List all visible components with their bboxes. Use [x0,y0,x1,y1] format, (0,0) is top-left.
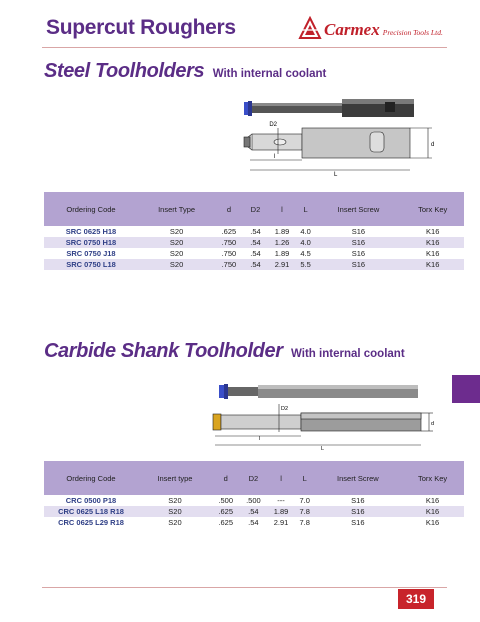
column-header: Insert Screw [315,192,401,226]
table-cell: S16 [315,506,402,517]
column-header: Torx Key [401,461,464,495]
dim-label-D2: D2 [269,122,277,128]
dim-label-L: L [334,172,338,178]
table-cell: 7.8 [295,506,315,517]
table-cell: S20 [168,518,182,527]
table-cell: K16 [401,506,464,517]
carbide-toolholder-table [44,461,464,528]
table-cell: 2.91 [268,259,296,270]
table-cell: S16 [351,518,365,527]
column-header: L [295,461,315,495]
table-cell: S16 [315,237,401,248]
table-cell: S16 [351,496,365,505]
table-row [44,506,464,517]
table-cell: S20 [138,259,215,270]
table-cell: .54 [243,237,269,248]
table-cell: 7.0 [299,496,310,505]
table-cell: 1.26 [268,237,296,248]
table-row [44,226,464,237]
logo-brand-text: Carmex [324,20,380,39]
header-divider [42,47,447,48]
section-subtitle: With internal coolant [291,348,405,360]
table-cell: K16 [426,227,440,236]
column-header: Insert type [138,461,212,495]
section-heading-carbide [44,340,405,363]
column-header: Torx Key [401,192,464,226]
column-header: D2 [243,192,269,226]
table-row [44,259,464,270]
dim-label-D2: D2 [281,406,289,412]
ordering-code-cell: SRC 0750 H18 [44,237,138,248]
table-cell: .500 [246,496,261,505]
table-cell: .500 [218,496,234,505]
table-cell: 7.8 [299,518,310,527]
table-cell: S16 [315,259,401,270]
section-subtitle: With internal coolant [212,68,327,80]
table-cell: 2.91 [273,518,289,527]
table-cell: S20 [169,227,184,236]
dim-label-L: L [321,446,325,452]
table-cell: .750 [215,259,243,270]
table-cell: .750 [221,249,237,258]
table-cell: 5.5 [296,259,316,270]
column-header: l [268,192,296,226]
carbide-tool-render [219,384,418,399]
dim-label-l: l [259,436,261,442]
steel-tool-technical [244,128,435,170]
table-header-row [44,192,464,226]
ordering-code-cell: SRC 0750 L18 [44,259,138,270]
dim-label-d: d [431,421,435,427]
table-cell: K16 [425,518,440,527]
table-cell: .54 [243,259,269,270]
steel-toolholder-drawing [230,92,445,184]
dim-label-l: l [274,154,276,160]
table-cell: 4.0 [300,227,311,236]
table-cell: 4.0 [296,237,316,248]
table-cell: K16 [401,237,464,248]
ordering-code-cell: CRC 0625 L18 R18 [44,506,138,517]
section-title: Carbide Shank Toolholder [44,340,283,362]
dim-label-d: d [431,142,435,148]
table-cell: 1.89 [267,506,295,517]
carmex-logo-icon [298,16,322,40]
column-header: d [212,461,240,495]
table-cell: K16 [401,259,464,270]
column-header: Insert Screw [315,461,402,495]
table-cell: 4.5 [300,249,311,258]
page-number: 319 [398,589,434,609]
ordering-code-cell: SRC 0625 H18 [65,227,117,236]
table-cell: S20 [138,506,212,517]
footer-divider [42,587,447,588]
carbide-tool-technical [213,404,433,445]
table-cell: .625 [218,518,234,527]
table-cell: S16 [351,227,366,236]
table-cell: .54 [240,506,268,517]
table-cell: S20 [169,249,184,258]
table-cell: .625 [221,227,237,236]
column-header: d [215,192,243,226]
column-header: L [296,192,316,226]
table-cell: --- [277,496,285,505]
carbide-toolholder-drawing [205,382,445,454]
column-header: Ordering Code [44,461,138,495]
steel-toolholder-table [44,192,464,270]
table-cell: .54 [250,227,261,236]
column-header: l [267,461,295,495]
page-title: Supercut Roughers [46,16,236,39]
section-heading-steel [44,60,326,83]
table-cell: K16 [426,249,440,258]
table-cell: .54 [248,518,259,527]
ordering-code-cell: CRC 0625 L29 R18 [58,518,124,527]
table-row [44,495,464,506]
chapter-tab [452,375,480,403]
table-header-row [44,461,464,495]
table-row [44,237,464,248]
section-title: Steel Toolholders [44,60,205,82]
steel-tool-render [244,99,414,117]
table-cell: K16 [425,496,440,505]
column-header: Insert Type [138,192,215,226]
table-cell: S20 [168,496,182,505]
table-cell: S16 [351,249,366,258]
ordering-code-cell: SRC 0750 J18 [66,249,116,258]
table-cell: .54 [250,249,261,258]
table-row [44,248,464,259]
column-header: Ordering Code [44,192,138,226]
ordering-code-cell: CRC 0500 P18 [65,496,117,505]
table-cell: 1.89 [274,227,290,236]
column-header: D2 [240,461,268,495]
table-row [44,517,464,528]
logo-subtext: Precision Tools Ltd. [382,28,443,37]
table-cell: .750 [215,237,243,248]
table-cell: .625 [212,506,240,517]
company-logo [298,14,443,40]
table-cell: S20 [138,237,215,248]
table-cell: 1.89 [274,249,290,258]
